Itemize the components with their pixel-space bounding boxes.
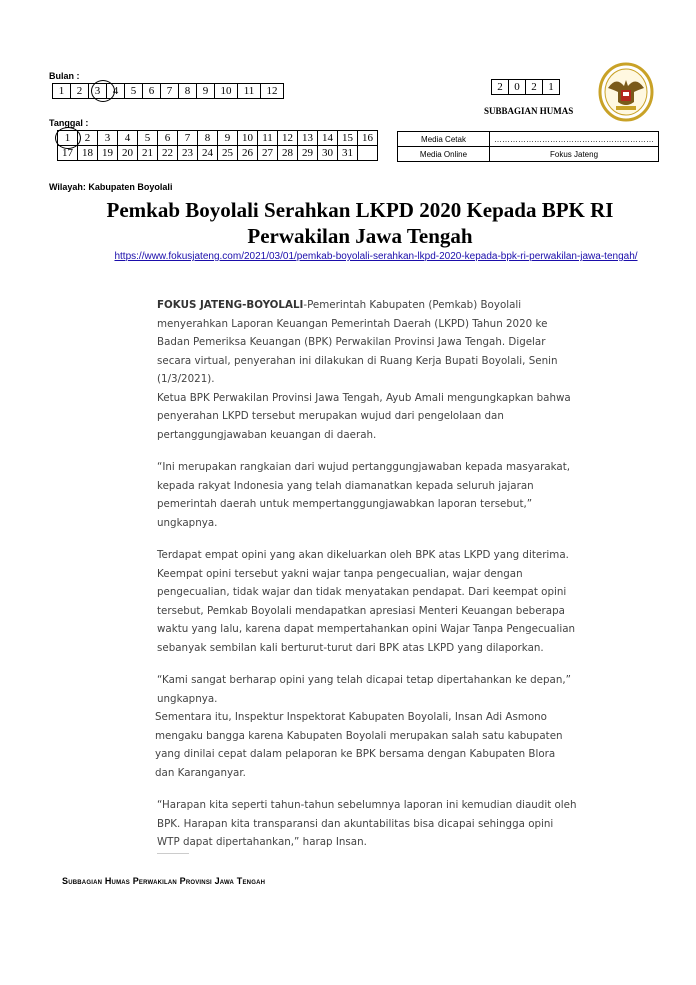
month-cell: 1 [53,84,71,99]
dateline: FOKUS JATENG-BOYOLALI [157,299,304,311]
separator-line [157,853,189,854]
year-digit: 2 [492,80,509,95]
date-cell: 26 [238,146,258,161]
bulan-label: Bulan : [49,71,80,81]
paragraph: -Pemerintah Kabupaten (Pemkab) Boyolali menyerahkan Laporan Keuangan Pemerintah Daerah (LKPD) Tahun 2020 ke Badan Pemeriksa Keuangan (BPK) Perwakilan Provinsi Jawa Tengah. Digelar secara virtual, penyerahan ini dilakukan di Ruang Kerja Bupati Boyolali, Senin (1/3/2021). [157,299,558,385]
date-cell: 15 [338,131,358,146]
date-cell: 25 [218,146,238,161]
date-cell: 24 [198,146,218,161]
month-cell: 7 [161,84,179,99]
date-cell: 7 [178,131,198,146]
month-cell: 8 [179,84,197,99]
date-cell: 9 [218,131,238,146]
date-cell: 4 [118,131,138,146]
dept-name: SUBBAGIAN HUMAS [484,106,574,116]
paragraph: “Kami sangat berharap opini yang telah dicapai tetap dipertahankan ke depan,” ungkapnya. [157,674,572,705]
media-online-value: Fokus Jateng [490,147,659,162]
media-table [397,131,659,162]
selected-month-circle [91,80,115,102]
month-cell: 3 [89,84,107,99]
month-cell: 11 [238,84,261,99]
date-cell: 29 [298,146,318,161]
date-cell: 28 [278,146,298,161]
date-cell: 30 [318,146,338,161]
tanggal-label: Tanggal : [49,118,89,128]
media-cetak-label: Media Cetak [398,132,490,147]
date-cell: 19 [98,146,118,161]
date-cell: 5 [138,131,158,146]
date-cell: 20 [118,146,138,161]
month-cell: 9 [197,84,215,99]
month-cell: 4 [107,84,125,99]
month-cell: 2 [71,84,89,99]
paragraph: “Ini merupakan rangkaian dari wujud pertanggungjawaban kepada masyarakat, kepada rakyat Indonesia yang telah diamanatkan kepada seluruh jajaran pemerintah daerah untuk mempertanggungjawabkan laporan tersebut,” ungkapnya. [157,461,571,529]
paragraph: Sementara itu, Inspektur Inspektorat Kabupaten Boyolali, Insan Adi Asmono mengaku bangga karena Kabupaten Boyolali merupakan salah satu kabupaten yang dinilai cepat dalam pelaporan ke BPK bersama dengan Kabupaten Blora dan Karanganyar. [155,711,563,779]
media-online-label: Media Online [398,147,490,162]
date-cell: 16 [358,131,378,146]
date-cell: 13 [298,131,318,146]
wilayah-label: Wilayah: Kabupaten Boyolali [49,182,173,192]
date-cell: 3 [98,131,118,146]
date-cell: 10 [238,131,258,146]
date-cell: 12 [278,131,298,146]
month-cell: 10 [215,84,238,99]
month-cell: 5 [125,84,143,99]
media-cetak-value: …………………………………………………… [490,132,659,147]
year-box [491,79,560,95]
year-digit: 0 [509,80,526,95]
footer-text: Subbagian Humas Perwakilan Provinsi Jawa Tengah [62,876,266,886]
year-digit: 1 [543,80,560,95]
date-grid [57,130,378,161]
year-digit: 2 [526,80,543,95]
date-cell: 31 [338,146,358,161]
date-cell: 17 [58,146,78,161]
garuda-emblem-icon [598,62,654,122]
date-cell: 11 [258,131,278,146]
month-cell: 12 [261,84,284,99]
paragraph: Ketua BPK Perwakilan Provinsi Jawa Tengah, Ayub Amali mengungkapkan bahwa penyerahan LKPD tersebut merupakan wujud dari pengelolaan dan pertanggungjawaban keuangan di daerah. [157,391,571,441]
article-title: Pemkab Boyolali Serahkan LKPD 2020 Kepada BPK RI Perwakilan Jawa Tengah [106,198,614,248]
date-cell: 18 [78,146,98,161]
date-cell: 22 [158,146,178,161]
date-cell: 14 [318,131,338,146]
article-body [157,296,577,866]
month-cell: 6 [143,84,161,99]
date-cell: 21 [138,146,158,161]
date-cell: 6 [158,131,178,146]
date-cell: 27 [258,146,278,161]
selected-date-circle [55,127,81,149]
month-grid [52,83,284,99]
article-url-link[interactable]: https://www.fokusjateng.com/2021/03/01/pemkab-boyolali-serahkan-lkpd-2020-kepada-bpk-ri-perwakilan-jawa-tengah/ [114,251,638,262]
paragraph: Terdapat empat opini yang akan dikeluarkan oleh BPK atas LKPD yang diterima. Keempat opini tersebut yakni wajar tanpa pengecualian, wajar dengan pengecualian, tidak wajar dan tidak menyatakan pendapat. Dari keempat opini tersebut, Pemkab Boyolali mendapatkan apresiasi Menteri Keuangan beberapa waktu yang lalu, karena dapat mempertahankan opini Wajar Tanpa Pengecualian sebanyak sembilan kali berturut-turut dari BPK atas LKPD yang dilaporkan. [157,549,576,654]
date-cell: 23 [178,146,198,161]
date-cell [358,146,378,161]
date-cell: 2 [78,131,98,146]
date-cell: 1 [58,131,78,146]
date-cell: 8 [198,131,218,146]
paragraph: “Harapan kita seperti tahun-tahun sebelumnya laporan ini kemudian diaudit oleh BPK. Harapan kita transparansi dan akuntabilitas bisa dicapai sehingga opini WTP dapat dipertahankan,” harap Insan. [157,799,577,848]
